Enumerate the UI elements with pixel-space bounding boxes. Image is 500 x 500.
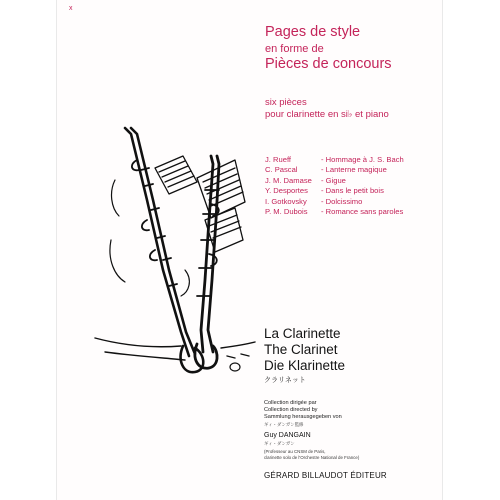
piece-title: - Dolcissimo — [321, 196, 363, 206]
piece-title: - Romance sans paroles — [321, 207, 404, 217]
piece-title: - Gigue — [321, 175, 346, 185]
score-cover — [57, 0, 442, 500]
collection-fr: Collection dirigée par — [264, 400, 317, 406]
composer-name: I. Gotkovsky — [265, 196, 307, 206]
piece-title: - Hommage à J. S. Bach — [321, 155, 404, 164]
composer-name: C. Pascal — [265, 165, 298, 175]
collection-de: Sammlung herausgegeben von — [264, 414, 342, 420]
composer-name: J. Rueff — [265, 155, 292, 164]
composer-list — [265, 155, 404, 217]
title-line-2: en forme de — [265, 43, 324, 55]
corner-mark: x — [69, 5, 73, 12]
instrument-en: The Clarinet — [264, 342, 338, 357]
editor-name: Guy DANGAIN — [264, 432, 311, 439]
clarinet-sketch-illustration — [85, 120, 260, 380]
collection-jp: ギィ・ダンガン監修 — [264, 422, 304, 427]
composer-row — [265, 186, 404, 196]
composer-name: P. M. Dubois — [265, 207, 308, 217]
title-line-3: Pièces de concours — [265, 56, 392, 72]
subtitle-line-2: pour clarinette en si♭ et piano — [265, 109, 389, 120]
editor-name-jp: ギィ・ダンガン — [264, 441, 295, 446]
composer-row — [265, 155, 404, 165]
composer-name: Y. Desportes — [265, 186, 308, 196]
publisher-name: GÉRARD BILLAUDOT ÉDITEUR — [264, 471, 387, 480]
title-line-1: Pages de style — [265, 24, 361, 40]
composer-name: J. M. Damase — [265, 175, 312, 185]
instrument-de: Die Klarinette — [264, 358, 346, 373]
instrument-jp: クラリネット — [264, 377, 306, 384]
piece-title: - Lanterne magique — [321, 165, 387, 175]
composer-row — [265, 165, 404, 175]
composer-row — [265, 176, 404, 186]
sheet-music-sketch — [155, 156, 245, 252]
composer-row — [265, 207, 404, 217]
composer-row — [265, 197, 404, 207]
instrument-fr: La Clarinette — [264, 326, 341, 341]
subtitle-line-1: six pièces — [265, 97, 307, 108]
editor-note-2: clarinette solo de l'Orchestre National de France) — [264, 455, 360, 460]
piece-title: - Dans le petit bois — [321, 186, 384, 196]
editor-note-1: (Professeur au CNSM de Paris, — [264, 449, 326, 454]
collection-en: Collection directed by — [264, 407, 318, 413]
